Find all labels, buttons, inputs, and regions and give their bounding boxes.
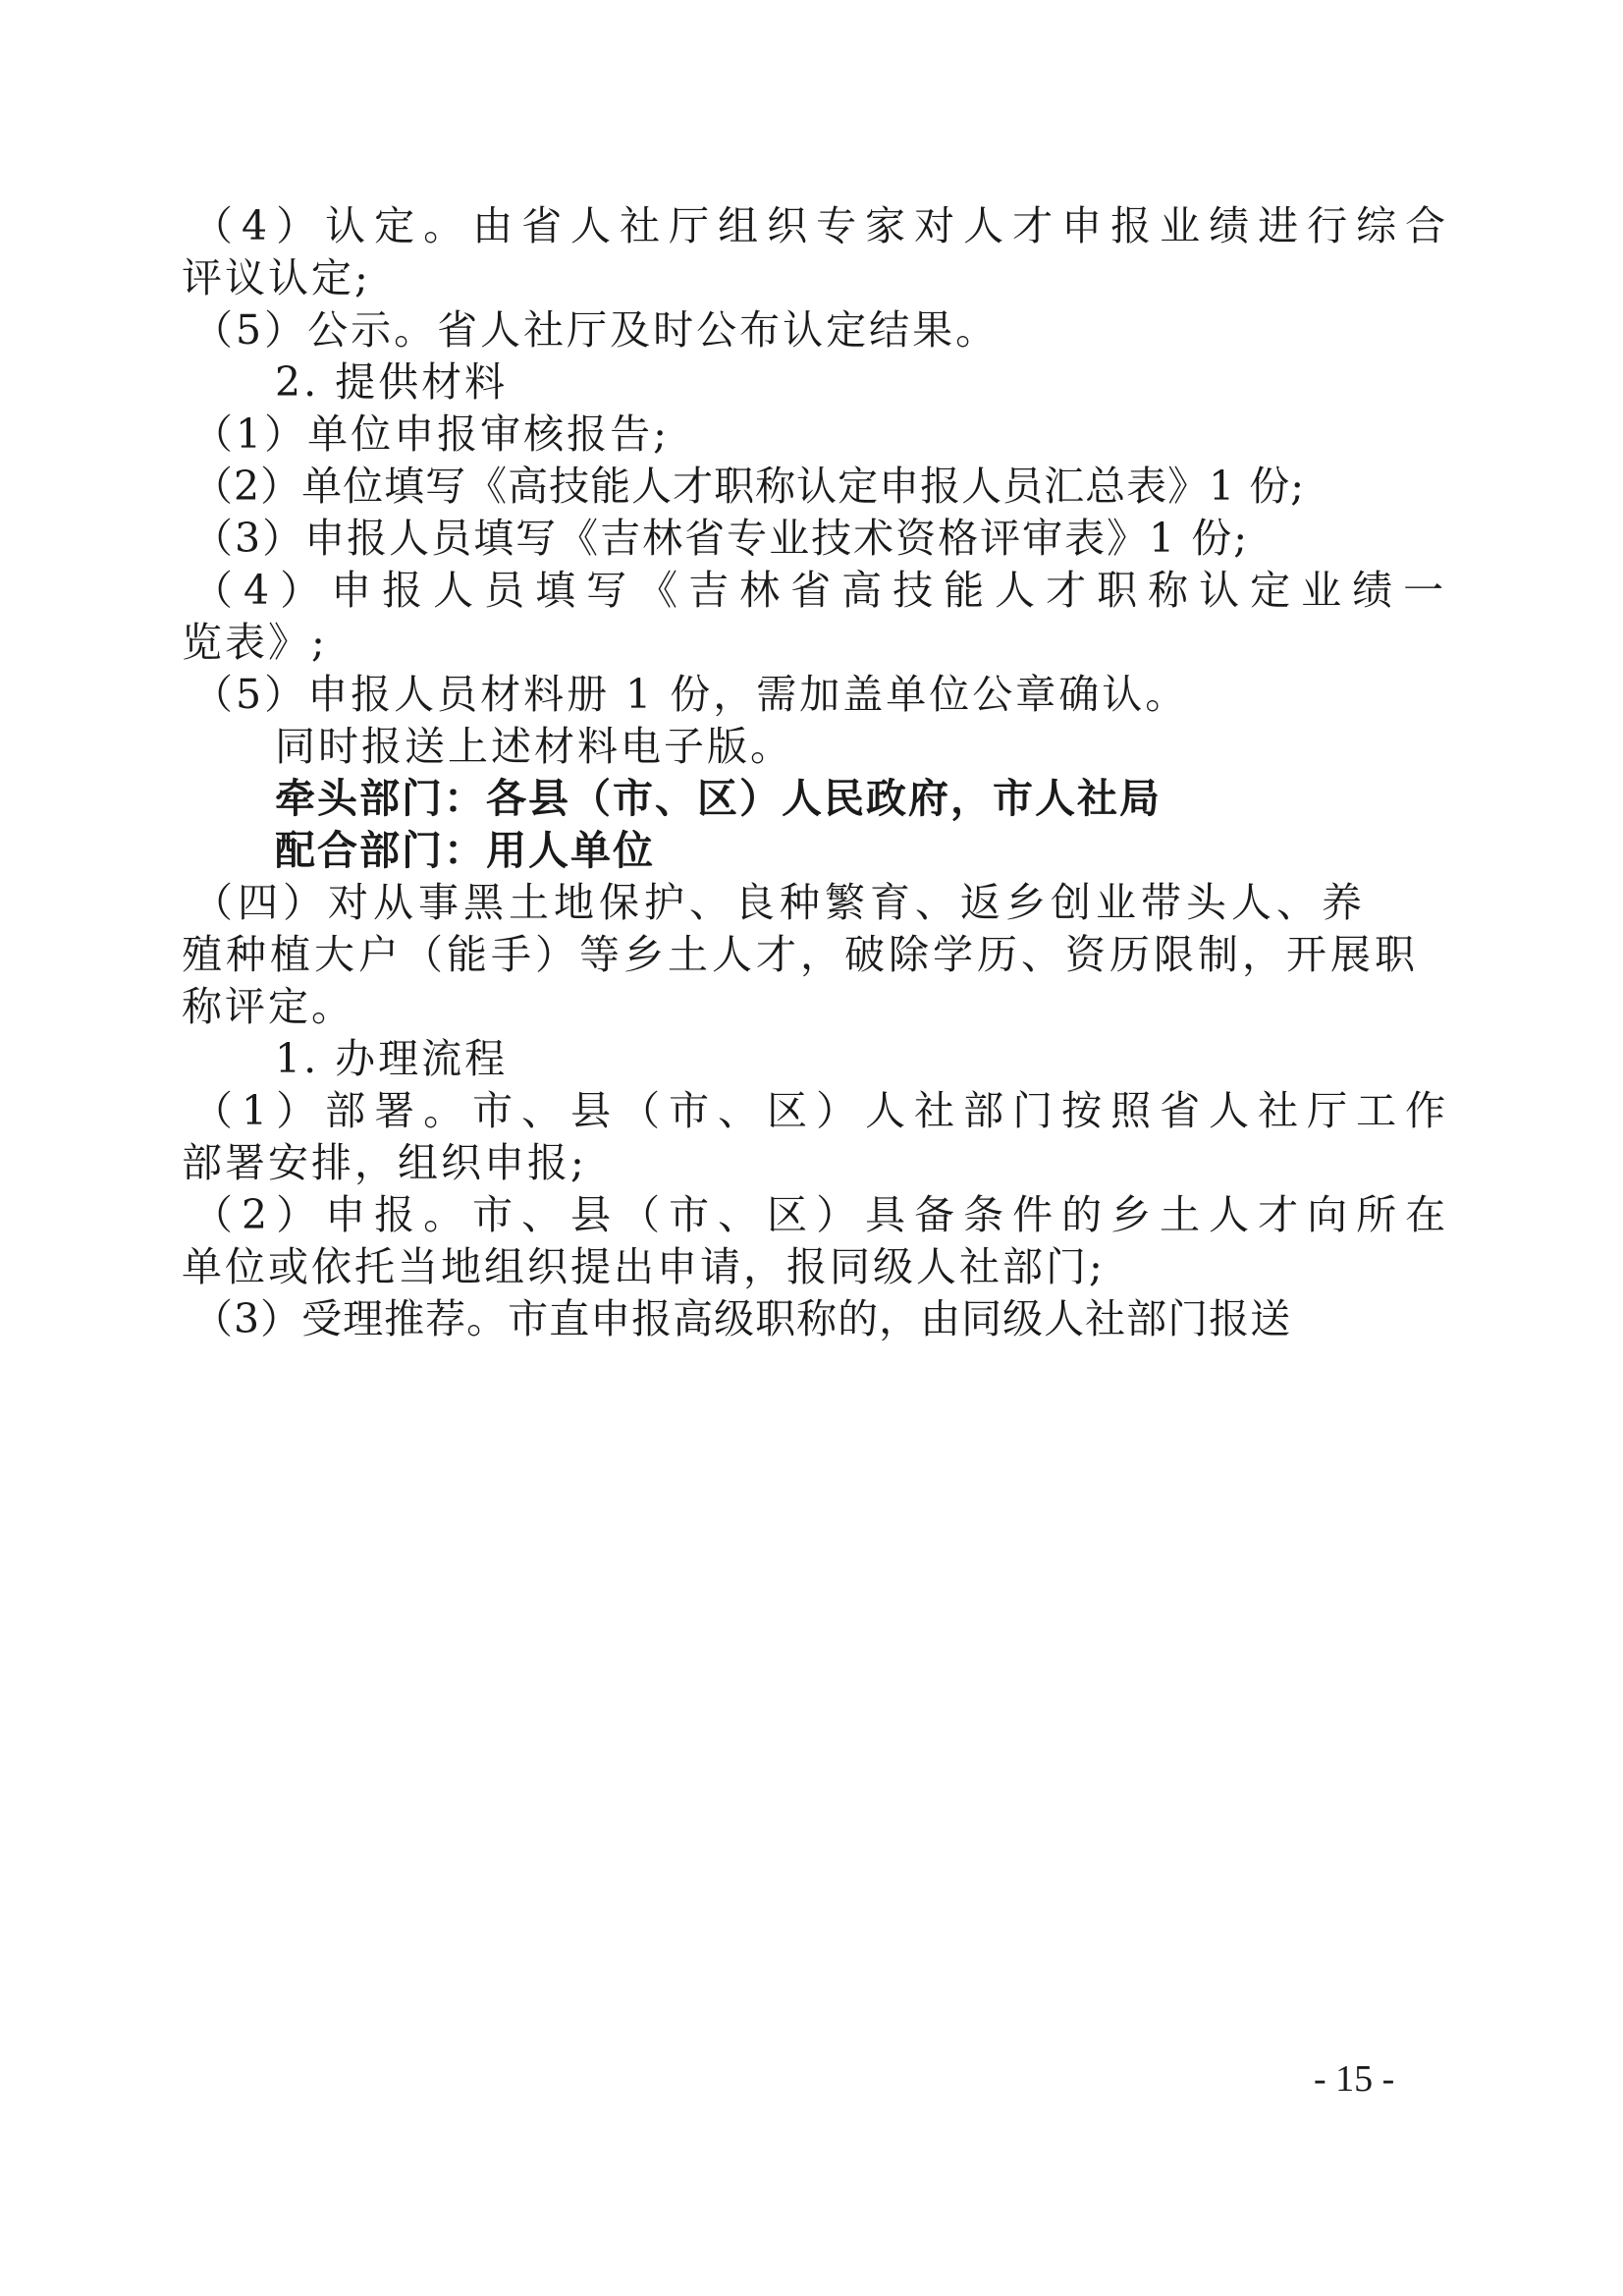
paragraph-line-22: （3）受理推荐。市直申报高级职称的，由同级人社部门报送 [192, 1295, 1292, 1342]
paragraph-line-7: （3）申报人员填写《吉林省专业技术资格评审表》1 份; [192, 515, 1250, 562]
paragraph-line-11: 同时报送上述材料电子版。 [275, 723, 793, 770]
paragraph-line-18: （1）部署。市、县（市、区）人社部门按照省人社厅工作 [192, 1087, 1455, 1134]
section-heading-materials: 2. 提供材料 [275, 358, 509, 406]
section-heading-process: 1. 办理流程 [275, 1035, 509, 1082]
paragraph-line-14: （四）对从事黑土地保护、良种繁育、返乡创业带头人、养 [192, 879, 1367, 926]
paragraph-line-10: （5）申报人员材料册 1 份，需加盖单位公章确认。 [192, 671, 1189, 718]
paragraph-line-9: 览表》; [182, 619, 328, 666]
paragraph-line-1: （4）认定。由省人社厅组织专家对人才申报业绩进行综合 [192, 202, 1455, 249]
paragraph-line-19: 部署安排，组织申报; [182, 1139, 587, 1186]
lead-department: 牵头部门：各县（市、区）人民政府，市人社局 [275, 775, 1162, 822]
paragraph-line-3: （5）公示。省人社厅及时公布认定结果。 [192, 306, 1000, 354]
paragraph-line-5: （1）单位申报审核报告; [192, 410, 670, 458]
paragraph-line-6: （2）单位填写《高技能人才职称认定申报人员汇总表》1 份; [192, 463, 1306, 510]
paragraph-line-16: 称评定。 [182, 983, 354, 1030]
page-number: - 15 - [1314, 2058, 1395, 2100]
paragraph-line-8: （4）申报人员填写《吉林省高技能人才职称认定业绩一 [192, 567, 1455, 614]
paragraph-line-2: 评议认定; [182, 254, 371, 301]
paragraph-line-15: 殖种植大户（能手）等乡土人才，破除学历、资历限制，开展职 [182, 931, 1419, 978]
paragraph-line-20: （2）申报。市、县（市、区）具备条件的乡土人才向所在 [192, 1191, 1455, 1238]
paragraph-line-21: 单位或依托当地组织提出申请，报同级人社部门; [182, 1243, 1106, 1290]
support-department: 配合部门：用人单位 [275, 827, 655, 874]
